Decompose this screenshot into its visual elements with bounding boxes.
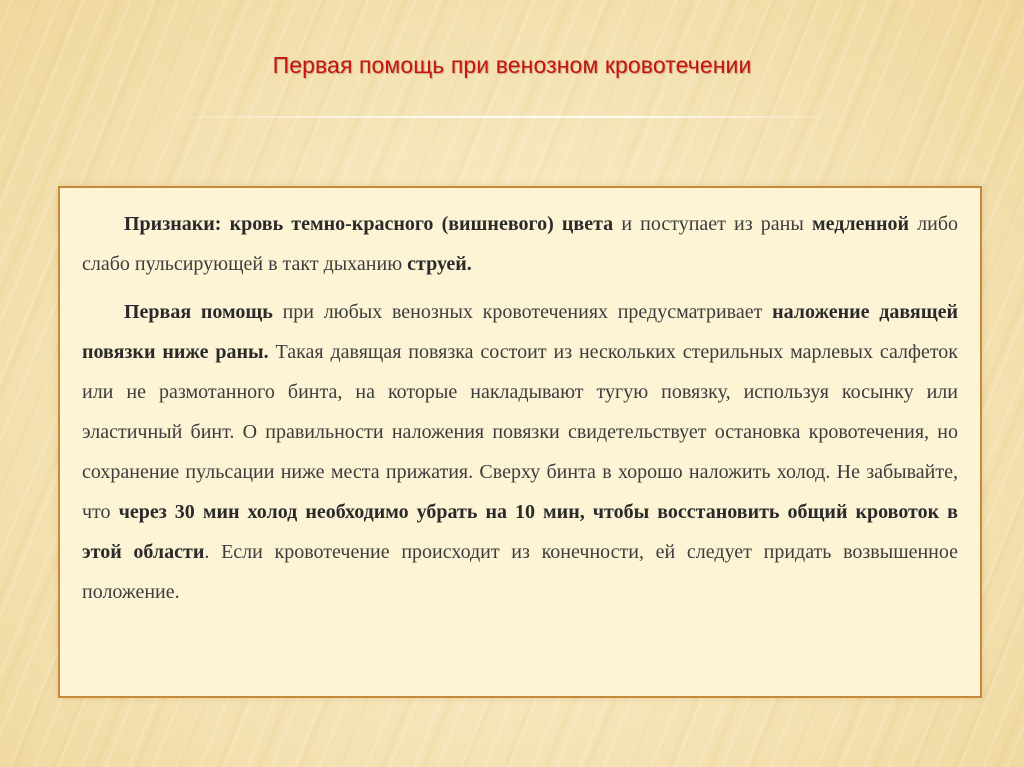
signs-bold-1: Признаки: кровь темно-красного (вишневого) цвета (124, 213, 614, 235)
first-aid-paragraph (82, 292, 958, 612)
signs-text-2: либо слабо пульсирующей в такт дыханию (82, 213, 959, 275)
content-panel (58, 186, 982, 698)
title-divider (150, 116, 850, 118)
signs-bold-3: струей. (407, 253, 472, 275)
aid-text-3: . Если кровотечение происходит из конечности, ей следует придать возвышенное положение. (82, 541, 958, 603)
signs-text-1: и поступает из раны (613, 213, 812, 235)
aid-bold-1: Первая помощь (124, 301, 273, 323)
signs-bold-2: медленной (811, 213, 909, 235)
aid-text-2: Такая давящая повязка состоит из нескольких стерильных марлевых салфеток или не размотанного бинта, на которые накладывают тугую повязку, используя косынку или эластичный бинт. О правильности наложения повязки свидетельствует остановка кровотечения, но сохранение пульсации ниже места прижатия. Сверху бинта в хорошо наложить холод. Не забывайте, что (82, 341, 959, 523)
signs-paragraph (82, 204, 958, 284)
aid-bold-2: наложение давящей повязки ниже раны. (82, 301, 958, 363)
slide-title: Первая помощь при венозном кровотечении (272, 52, 752, 78)
aid-bold-3: через 30 мин холод необходимо убрать на 10 мин, чтобы восстановить общий кровоток в этой области (82, 501, 958, 563)
aid-text-1: при любых венозных кровотечениях предусматривает (272, 301, 773, 323)
